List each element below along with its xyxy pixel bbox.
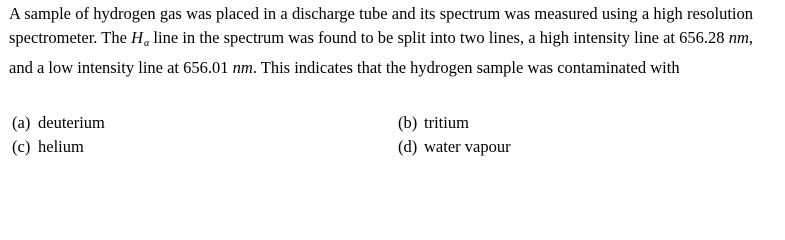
option-d-key: (d) bbox=[398, 137, 418, 156]
option-b-key: (b) bbox=[398, 113, 418, 132]
unit-nm-1: nm bbox=[728, 28, 749, 47]
option-b-text: tritium bbox=[424, 113, 469, 132]
question-part-4: . This indicates that the hydrogen sample was contaminated with bbox=[252, 58, 680, 77]
option-d[interactable] bbox=[398, 137, 511, 157]
option-a[interactable] bbox=[12, 113, 105, 133]
unit-nm-2: nm bbox=[232, 58, 253, 77]
option-b[interactable] bbox=[398, 113, 469, 133]
alpha-subscript: α bbox=[144, 38, 150, 49]
question-part-2: line in the spectrum was found to be split into two lines, a high intensity line at 656.28 bbox=[149, 28, 729, 47]
question-part-3: , and a low intensity line at 656.01 bbox=[9, 28, 753, 77]
option-a-key: (a) bbox=[12, 113, 31, 132]
question-part-1: A sample of hydrogen gas was placed in a discharge tube and its spectrum was measured using a high resolution spectrometer. The bbox=[9, 4, 753, 47]
option-c-text: helium bbox=[38, 137, 84, 156]
option-d-text: water vapour bbox=[424, 137, 511, 156]
h-alpha-symbol: $H_\alpha$ bbox=[131, 28, 150, 49]
option-c[interactable] bbox=[12, 137, 84, 157]
option-c-key: (c) bbox=[12, 137, 31, 156]
question-text bbox=[9, 2, 753, 80]
option-a-text: deuterium bbox=[38, 113, 105, 132]
